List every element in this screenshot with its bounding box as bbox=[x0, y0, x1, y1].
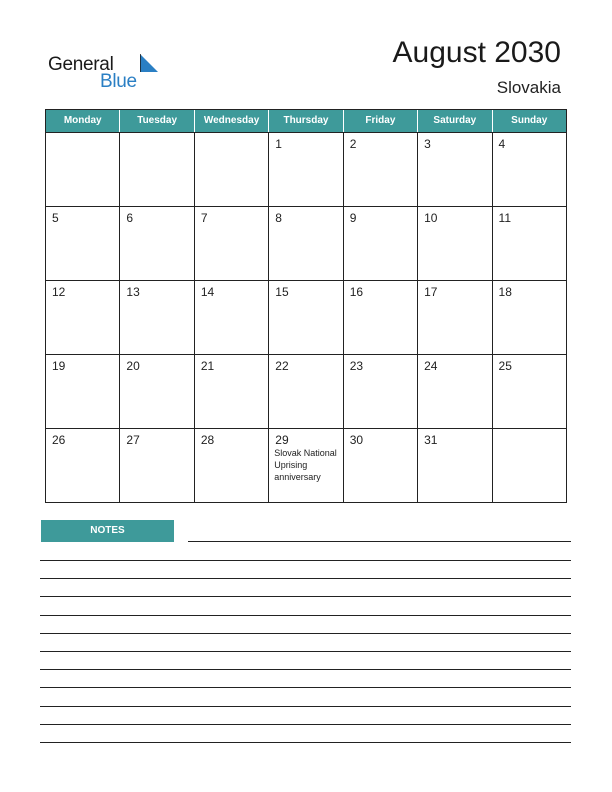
country-name: Slovakia bbox=[496, 78, 561, 97]
notes-line bbox=[40, 633, 571, 634]
day-number: 17 bbox=[424, 285, 438, 299]
day-cell bbox=[46, 355, 120, 428]
weekday-header: Monday bbox=[46, 110, 120, 132]
notes-line bbox=[40, 724, 571, 725]
calendar-week-row bbox=[46, 354, 566, 428]
day-number: 31 bbox=[424, 433, 438, 447]
day-cell bbox=[195, 133, 269, 206]
day-number: 13 bbox=[126, 285, 140, 299]
day-number: 29 bbox=[275, 433, 289, 447]
weekday-header: Sunday bbox=[511, 115, 548, 126]
day-cell bbox=[195, 207, 269, 280]
day-number: 8 bbox=[275, 211, 282, 225]
day-number: 28 bbox=[200, 433, 215, 447]
logo-flag-icon bbox=[140, 54, 160, 72]
calendar-week-row bbox=[46, 428, 566, 502]
day-cell bbox=[120, 133, 194, 206]
day-cell bbox=[493, 133, 566, 206]
weekday-header: Wednesday bbox=[195, 110, 269, 132]
day-cell bbox=[493, 355, 566, 428]
day-number: 6 bbox=[126, 211, 134, 225]
calendar-week-row bbox=[46, 132, 566, 206]
day-cell bbox=[269, 281, 343, 354]
day-number: 2 bbox=[349, 137, 357, 151]
day-cell bbox=[418, 281, 492, 354]
day-number: 30 bbox=[349, 433, 364, 447]
weekday-header: Tuesday bbox=[120, 110, 194, 132]
day-number: 5 bbox=[52, 211, 59, 225]
day-cell bbox=[46, 429, 120, 502]
weekday-header: Thursday bbox=[269, 110, 343, 132]
logo-blue-text: Blue bbox=[100, 71, 137, 92]
notes-badge: NOTES bbox=[41, 520, 174, 542]
day-number: 12 bbox=[52, 285, 66, 299]
notes-line bbox=[40, 615, 571, 616]
weekday-header: Saturday bbox=[418, 110, 492, 132]
notes-line bbox=[40, 578, 571, 579]
day-cell bbox=[493, 281, 566, 354]
day-cell bbox=[120, 281, 194, 354]
calendar-header-row bbox=[46, 110, 566, 132]
day-cell bbox=[418, 355, 492, 428]
day-number: 19 bbox=[52, 359, 66, 373]
day-number: 25 bbox=[498, 359, 512, 373]
day-cell bbox=[344, 429, 418, 502]
notes-line bbox=[40, 596, 571, 597]
day-number: 4 bbox=[498, 137, 506, 151]
notes-line bbox=[40, 706, 571, 707]
day-cell bbox=[418, 133, 492, 206]
day-cell bbox=[344, 355, 418, 428]
day-cell bbox=[46, 281, 120, 354]
day-cell bbox=[269, 207, 343, 280]
notes-line bbox=[188, 541, 571, 542]
holiday-event: Slovak National Uprising anniversary bbox=[274, 448, 337, 482]
day-cell bbox=[493, 429, 566, 502]
day-cell bbox=[418, 429, 492, 502]
day-cell bbox=[120, 429, 194, 502]
calendar-grid bbox=[45, 109, 567, 503]
day-cell bbox=[120, 207, 194, 280]
day-number: 1 bbox=[275, 137, 282, 151]
day-number: 22 bbox=[275, 359, 289, 373]
day-number: 10 bbox=[424, 211, 438, 225]
page-title: August 2030 bbox=[392, 36, 561, 69]
day-number: 14 bbox=[200, 285, 215, 299]
day-number: 9 bbox=[349, 211, 357, 225]
notes-line bbox=[40, 687, 571, 688]
day-cell bbox=[195, 355, 269, 428]
day-cell bbox=[418, 207, 492, 280]
day-cell bbox=[269, 355, 343, 428]
day-number: 7 bbox=[200, 211, 208, 225]
day-cell bbox=[344, 281, 418, 354]
calendar-week-row bbox=[46, 206, 566, 280]
notes-line bbox=[40, 560, 571, 561]
day-cell bbox=[195, 429, 269, 502]
calendar-week-row bbox=[46, 280, 566, 354]
notes-line bbox=[40, 742, 571, 743]
day-number: 18 bbox=[498, 285, 512, 299]
notes-line bbox=[40, 651, 571, 652]
day-number: 26 bbox=[52, 433, 66, 447]
day-number: 23 bbox=[349, 359, 364, 373]
logo-general-text: General bbox=[48, 54, 114, 75]
day-cell bbox=[269, 429, 343, 502]
day-cell bbox=[344, 207, 418, 280]
day-cell bbox=[120, 355, 194, 428]
general-blue-logo bbox=[48, 54, 158, 94]
day-number: 24 bbox=[424, 359, 438, 373]
day-cell bbox=[493, 207, 566, 280]
day-number: 3 bbox=[424, 137, 431, 151]
day-number: 15 bbox=[275, 285, 289, 299]
day-cell bbox=[195, 281, 269, 354]
day-number: 21 bbox=[200, 359, 215, 373]
day-cell bbox=[46, 133, 120, 206]
notes-line bbox=[40, 669, 571, 670]
day-cell bbox=[269, 133, 343, 206]
day-number: 20 bbox=[126, 359, 140, 373]
day-cell bbox=[344, 133, 418, 206]
weekday-header: Friday bbox=[344, 110, 418, 132]
day-cell bbox=[46, 207, 120, 280]
day-number: 16 bbox=[349, 285, 364, 299]
day-number: 11 bbox=[498, 211, 511, 225]
day-number: 27 bbox=[126, 433, 140, 447]
